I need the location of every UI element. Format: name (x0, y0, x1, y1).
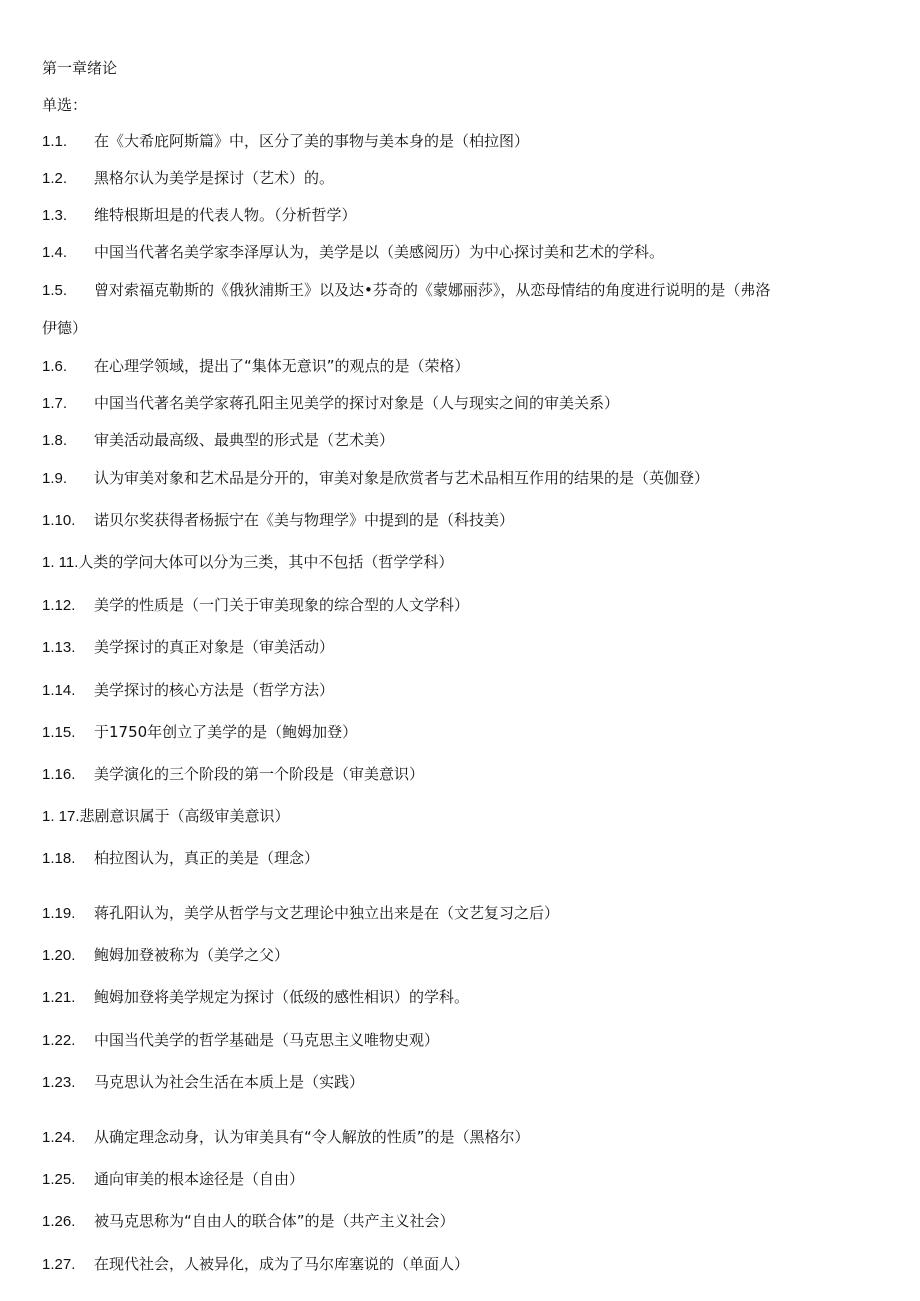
item-number: 1.23. (42, 1074, 76, 1091)
item-text: 在《大希庇阿斯篇》中，区分了美的事物与美本身的是（柏拉图） (94, 132, 530, 150)
list-item (42, 356, 470, 377)
item-number: 1. 11. (42, 554, 79, 571)
item-text: 人类的学问大体可以分为三类，其中不包括（哲学学科） (78, 553, 454, 571)
list-item (42, 242, 664, 263)
list-item (42, 595, 469, 616)
item-text: 黑格尔认为美学是探讨（艺术）的。 (94, 169, 335, 187)
item-number: 1. 17. (42, 808, 80, 825)
list-item (42, 1169, 304, 1190)
item-text: 中国当代著名美学家蒋孔阳主见美学的探讨对象是（人与现实之间的审美关系） (94, 394, 620, 412)
chapter-title: 第一章绪论 (42, 59, 118, 77)
list-item (42, 430, 394, 451)
item-text: 审美活动最高级、最典型的形式是（艺术美） (94, 431, 395, 449)
item-number: 1.8. (42, 432, 68, 449)
item-number: 1.15. (42, 724, 76, 741)
item-text: 在现代社会，人被异化，成为了马尔库塞说的（单面人） (94, 1255, 470, 1273)
list-item (42, 987, 469, 1008)
list-item (42, 1211, 455, 1232)
item-number: 1.22. (42, 1032, 76, 1049)
item-number: 1.16. (42, 766, 76, 783)
list-item (42, 945, 289, 966)
item-text: 从确定理念动身，认为审美具有“令人解放的性质”的是（黑格尔） (94, 1128, 530, 1146)
item-number: 1.21. (42, 989, 76, 1006)
item-text: 鲍姆加登将美学规定为探讨（低级的感性相识）的学科。 (94, 988, 470, 1006)
item-number: 1.14. (42, 682, 76, 699)
item-number: 1.4. (42, 244, 68, 261)
item-text: 被马克思称为“自由人的联合体”的是（共产主义社会） (94, 1212, 455, 1230)
item-number: 1.13. (42, 639, 76, 656)
item-text: 维特根斯坦是的代表人物。（分析哲学） (94, 206, 357, 224)
item-number: 1.24. (42, 1129, 76, 1146)
list-item (42, 1072, 364, 1093)
list-item (42, 1127, 530, 1148)
list-item (42, 280, 770, 301)
list-item (42, 468, 709, 489)
list-item (42, 722, 357, 743)
item-text: 中国当代美学的哲学基础是（马克思主义唯物史观） (94, 1031, 440, 1049)
item-text-continuation: 伊德） (42, 319, 88, 337)
item-text: 曾对索福克勒斯的《俄狄浦斯王》以及达•芬奇的《蒙娜丽莎》，从恋母情结的角度进行说明的是（弗洛 (94, 281, 771, 299)
list-item (42, 510, 514, 531)
list-item (42, 680, 334, 701)
item-text: 鲍姆加登被称为（美学之父） (94, 946, 290, 964)
item-text: 马克思认为社会生活在本质上是（实践） (94, 1073, 365, 1091)
item-text: 通向审美的根本途径是（自由） (94, 1170, 305, 1188)
list-item (42, 552, 453, 573)
item-number: 1.26. (42, 1213, 76, 1230)
list-item (42, 637, 334, 658)
list-item (42, 806, 290, 827)
item-text: 诺贝尔奖获得者杨振宁在《美与物理学》中提到的是（科技美） (94, 511, 515, 529)
item-text: 于1750年创立了美学的是（鲍姆加登） (94, 723, 358, 741)
item-text: 美学探讨的真正对象是（审美活动） (94, 638, 335, 656)
list-item (42, 393, 619, 414)
list-item (42, 131, 529, 152)
item-number: 1.7. (42, 395, 68, 412)
item-text: 美学的性质是（一门关于审美现象的综合型的人文学科） (94, 596, 470, 614)
item-number: 1.19. (42, 905, 76, 922)
list-item (42, 903, 559, 924)
item-number: 1.2. (42, 170, 68, 187)
item-number: 1.1. (42, 133, 68, 150)
item-text: 认为审美对象和艺术品是分开的，审美对象是欣赏者与艺术品相互作用的结果的是（英伽登） (94, 469, 710, 487)
item-number: 1.12. (42, 597, 76, 614)
item-number: 1.18. (42, 850, 76, 867)
section-label: 单选： (42, 96, 88, 114)
list-item (42, 168, 334, 189)
item-text: 美学演化的三个阶段的第一个阶段是（审美意识） (94, 765, 425, 783)
item-number: 1.27. (42, 1256, 76, 1273)
list-item (42, 764, 424, 785)
item-text: 在心理学领域，提出了“集体无意识”的观点的是（荣格） (94, 357, 470, 375)
item-number: 1.6. (42, 358, 68, 375)
item-text: 悲剧意识属于（高级审美意识） (79, 807, 290, 825)
item-number: 1.5. (42, 282, 68, 299)
item-number: 1.20. (42, 947, 76, 964)
item-text: 美学探讨的核心方法是（哲学方法） (94, 681, 335, 699)
item-number: 1.9. (42, 470, 68, 487)
list-item (42, 205, 357, 226)
list-item (42, 1254, 469, 1275)
list-item (42, 1030, 439, 1051)
item-text: 中国当代著名美学家李泽厚认为，美学是以（美感阅历）为中心探讨美和艺术的学科。 (94, 243, 665, 261)
list-item (42, 848, 319, 869)
item-number: 1.10. (42, 512, 76, 529)
item-text: 柏拉图认为，真正的美是（理念） (94, 849, 320, 867)
item-number: 1.3. (42, 207, 68, 224)
item-text: 蒋孔阳认为，美学从哲学与文艺理论中独立出来是在（文艺复习之后） (94, 904, 560, 922)
item-number: 1.25. (42, 1171, 76, 1188)
